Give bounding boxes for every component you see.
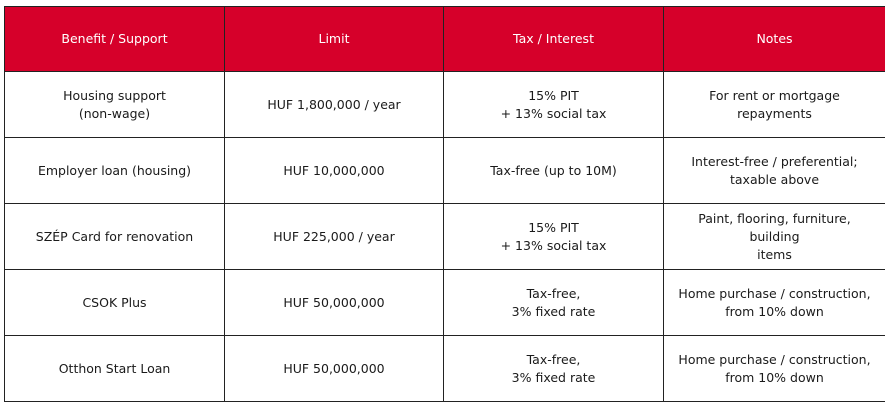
header-limit: Limit	[225, 7, 444, 72]
cell-text: Tax-free,	[526, 285, 581, 301]
table-row	[5, 270, 885, 336]
cell-notes	[664, 72, 885, 138]
cell-text: Paint, flooring, furniture, building	[698, 210, 851, 244]
cell-benefit	[5, 72, 225, 138]
cell-tax	[444, 336, 664, 402]
cell-text: SZÉP Card for renovation	[35, 228, 194, 244]
cell-tax	[444, 204, 664, 270]
cell-benefit	[5, 138, 225, 204]
cell-text: Interest-free / preferential;	[691, 153, 858, 169]
cell-text: HUF 50,000,000	[283, 360, 385, 376]
cell-notes	[664, 336, 885, 402]
cell-notes	[664, 270, 885, 336]
cell-text: (non-wage)	[78, 105, 151, 121]
cell-text: items	[757, 246, 792, 262]
table-row	[5, 336, 885, 402]
cell-text: from 10% down	[725, 303, 824, 319]
table-row	[5, 138, 885, 204]
cell-limit	[225, 138, 444, 204]
header-tax-interest: Tax / Interest	[444, 7, 664, 72]
cell-tax	[444, 270, 664, 336]
table-row	[5, 72, 885, 138]
cell-text: HUF 225,000 / year	[273, 228, 395, 244]
cell-text: + 13% social tax	[500, 237, 607, 253]
cell-benefit	[5, 336, 225, 402]
cell-limit	[225, 72, 444, 138]
cell-text: Home purchase / construction,	[678, 351, 871, 367]
cell-text: 15% PIT	[528, 219, 579, 235]
cell-text: Tax-free (up to 10M)	[490, 162, 617, 178]
cell-text: For rent or mortgage	[709, 87, 840, 103]
table-row	[5, 204, 885, 270]
cell-text: Employer loan (housing)	[37, 162, 192, 178]
cell-text: repayments	[737, 105, 812, 121]
cell-notes	[664, 138, 885, 204]
cell-text: Home purchase / construction,	[678, 285, 871, 301]
cell-benefit	[5, 270, 225, 336]
table-header-row	[5, 7, 885, 72]
cell-text: HUF 1,800,000 / year	[267, 96, 401, 112]
cell-text: + 13% social tax	[500, 105, 607, 121]
cell-text: Otthon Start Loan	[58, 360, 171, 376]
cell-text: taxable above	[729, 171, 820, 187]
cell-text: HUF 50,000,000	[283, 294, 385, 310]
cell-notes	[664, 204, 885, 270]
cell-text: 15% PIT	[528, 87, 579, 103]
cell-tax	[444, 72, 664, 138]
cell-text: from 10% down	[725, 369, 824, 385]
cell-limit	[225, 270, 444, 336]
cell-text: HUF 10,000,000	[283, 162, 385, 178]
cell-text: 3% fixed rate	[511, 369, 596, 385]
cell-limit	[225, 204, 444, 270]
cell-text: Tax-free,	[526, 351, 581, 367]
header-benefit: Benefit / Support	[5, 7, 225, 72]
benefits-table	[4, 6, 885, 402]
benefits-table-container	[4, 6, 885, 402]
cell-limit	[225, 336, 444, 402]
cell-benefit	[5, 204, 225, 270]
cell-text: 3% fixed rate	[511, 303, 596, 319]
cell-text: Housing support	[63, 87, 166, 103]
header-notes: Notes	[664, 7, 885, 72]
cell-tax	[444, 138, 664, 204]
cell-text: CSOK Plus	[82, 294, 147, 310]
